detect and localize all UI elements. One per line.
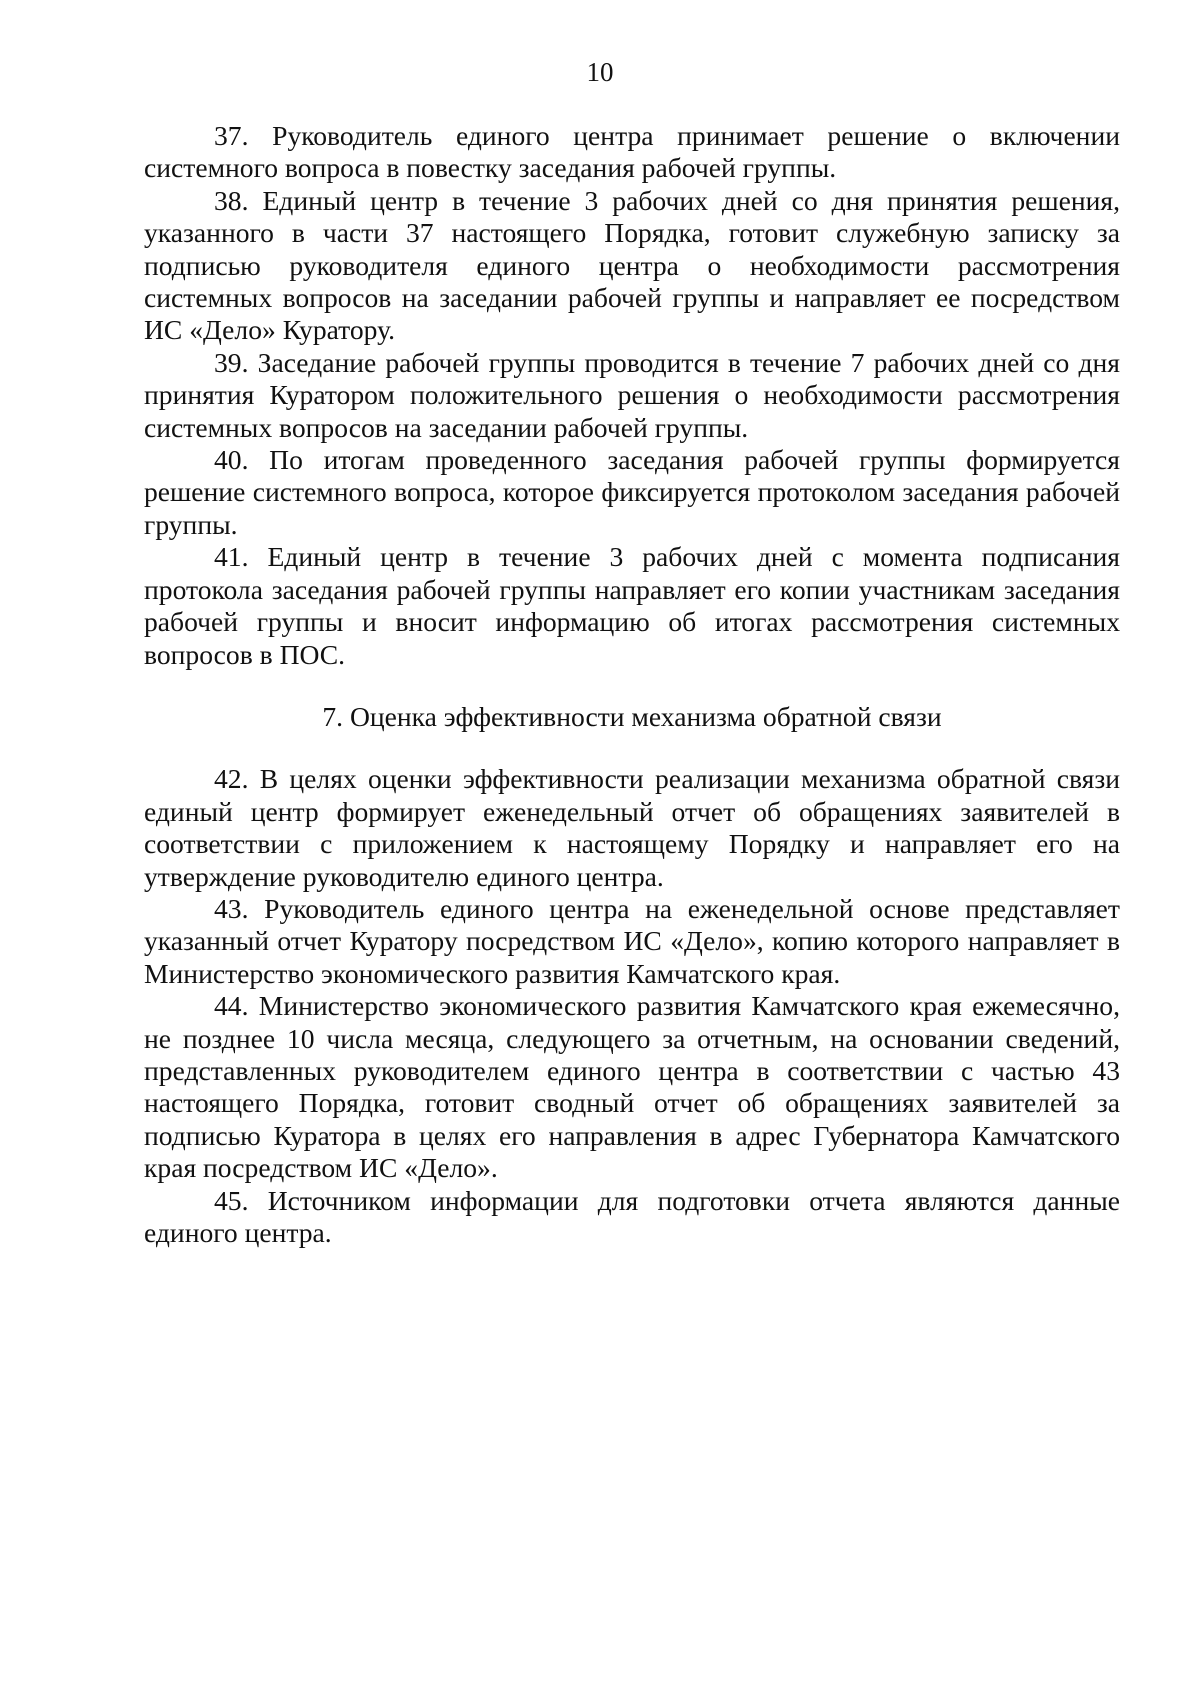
document-body <box>144 120 1120 1249</box>
paragraph-40: 40. По итогам проведенного заседания рабочей группы формируется решение системного вопроса, которое фиксируется протоколом заседания рабочей группы. <box>144 444 1120 540</box>
paragraph-44: 44. Министерство экономического развития Камчатского края ежемесячно, не позднее 10 числа месяца, следующего за отчетным, на основании сведений, представленных руководителем единого центра в соответствии с частью 43 настоящего Порядка, готовит сводный отчет об обращениях заявителей за подписью Куратора в целях его направления в адрес Губернатора Камчатского края посредством ИС «Дело». <box>144 990 1120 1184</box>
section-heading: 7. Оценка эффективности механизма обратной связи <box>322 700 942 732</box>
paragraph-38: 38. Единый центр в течение 3 рабочих дней со дня принятия решения, указанного в части 37 настоящего Порядка, готовит служебную записку за подписью руководителя единого центра о необходимости рассмотрения системных вопросов на заседании рабочей группы и направляет ее посредством ИС «Дело» Куратору. <box>144 184 1120 346</box>
paragraph-43: 43. Руководитель единого центра на еженедельной основе представляет указанный отчет Куратору посредством ИС «Дело», копию которого направляет в Министерство экономического развития Камчатского края. <box>144 892 1120 989</box>
page-number: 10 <box>586 57 614 87</box>
paragraph-39: 39. Заседание рабочей группы проводится в течение 7 рабочих дней со дня принятия Куратором положительного решения о необходимости рассмотрения системных вопросов на заседании рабочей группы. <box>144 346 1120 443</box>
paragraph-45: 45. Источником информации для подготовки отчета являются данные единого центра. <box>144 1184 1120 1248</box>
paragraph-37: 37. Руководитель единого центра принимает решение о включении системного вопроса в повестку заседания рабочей группы. <box>144 120 1120 184</box>
paragraph-42: 42. В целях оценки эффективности реализации механизма обратной связи единый центр формирует еженедельный отчет об обращениях заявителей в соответствии с приложением к настоящему Порядку и направляет его на утверждение руководителю единого центра. <box>144 763 1120 892</box>
paragraph-41: 41. Единый центр в течение 3 рабочих дней с момента подписания протокола заседания рабочей группы направляет его копии участникам заседания рабочей группы и вносит информацию об итогах рассмотрения системных вопросов в ПОС. <box>144 541 1120 670</box>
